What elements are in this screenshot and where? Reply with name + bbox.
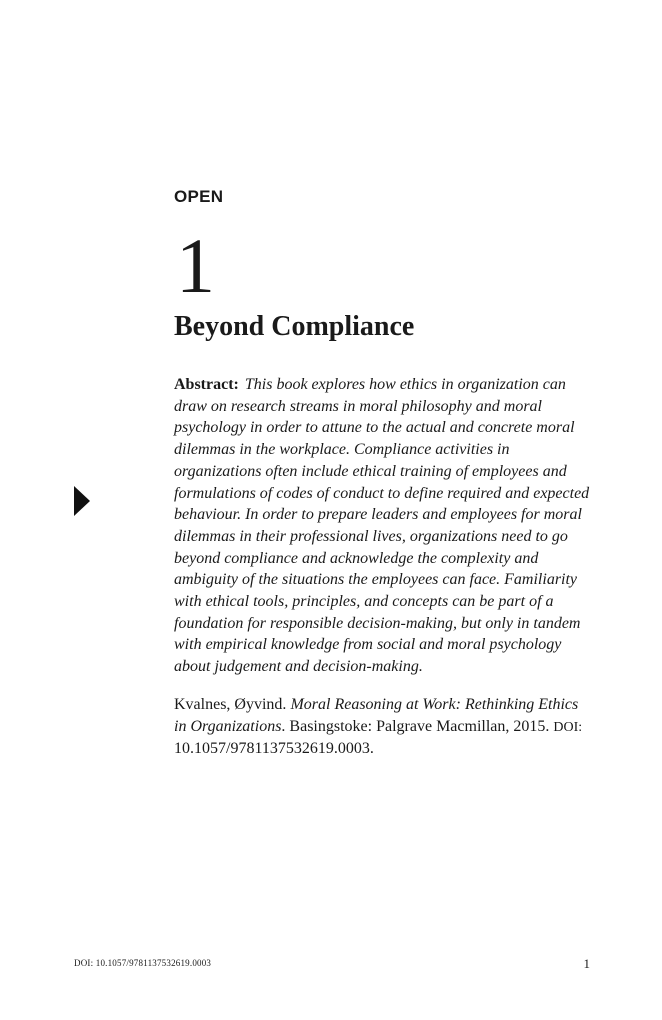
citation-publisher: . Basingstoke: Palgrave Macmillan, 2015. [281,717,550,735]
chapter-title: Beyond Compliance [174,311,415,342]
footer-doi-label: DOI: [74,958,94,968]
abstract-label: Abstract: [174,376,239,393]
citation-doi-value: 10.1057/9781137532619.0003. [174,740,374,758]
footer-doi-value: 10.1057/9781137532619.0003 [95,958,212,968]
abstract-text: This book explores how ethics in organization can draw on research streams in moral philosophy and moral psychology in order to attune to the actual and concrete moral dilemmas in the workplace. Compliance activities in organizations often include ethical training of employees and formulations of codes of conduct to define required and expected behaviour. In order to prepare leaders and employees for moral dilemmas in their professional lives, organizations need to go beyond compliance and acknowledge the complexity and ambiguity of the situations the employees can face. Familiarity with ethical tools, principles, and concepts can be part of a foundation for responsible decision-making, but only in tandem with empirical knowledge from social and moral psychology about judgement and decision-making. [174,376,590,676]
footer-doi [74,958,211,968]
open-access-label: OPEN [174,187,224,206]
chapter-number: 1 [176,222,215,309]
citation-author: Kvalnes, Øyvind. [174,696,287,713]
triangle-right-icon [74,486,90,516]
citation-doi-label: DOI: [553,719,583,735]
abstract [174,374,592,678]
citation [174,694,592,760]
citation-book-title: Moral Reasoning at Work: Rethinking Ethics in Organizations [174,696,579,735]
page-number: 1 [583,956,590,971]
